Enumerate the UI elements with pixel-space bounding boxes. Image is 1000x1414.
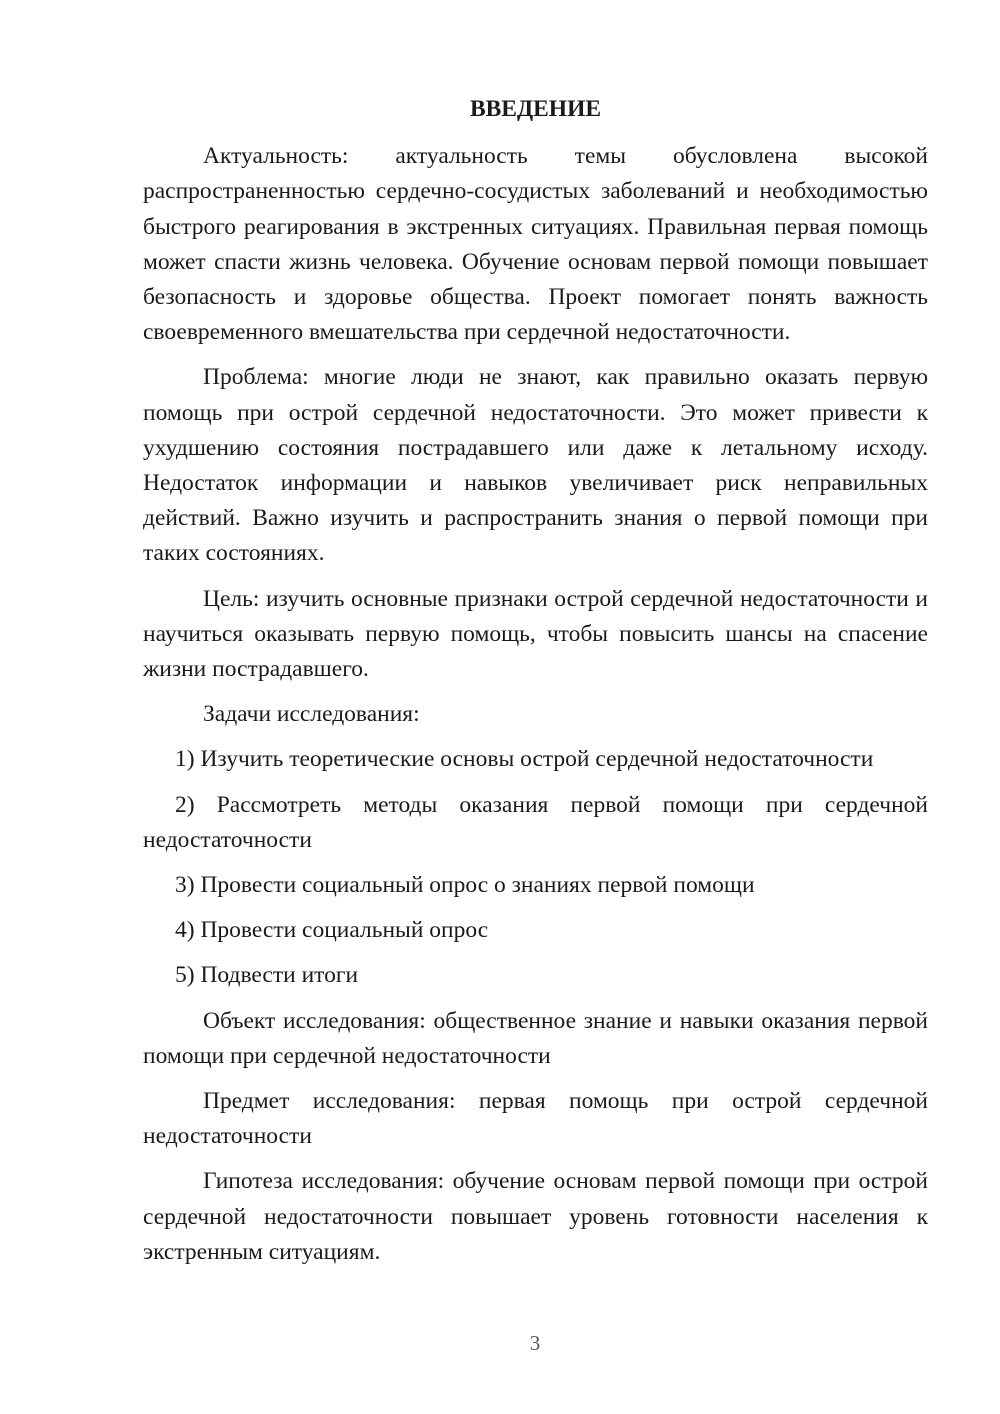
- paragraph-hypothesis: Гипотеза исследования: обучение основам первой помощи при острой сердечной недостаточности повышает уровень готовности населения к экстренным ситуациям.: [143, 1168, 928, 1265]
- paragraph-relevance: Актуальность: актуальность темы обусловлена высокой распространенностью сердечно-сосудистых заболеваний и необходимостью быстрого реагирования в экстренных ситуациях. Правильная первая помощь может спасти жизнь человека. Обучение основам первой помощи повышает безопасность и здоровье общества. Проект помогает понять важность своевременного вмешательства при сердечной недостаточности.: [143, 143, 928, 346]
- paragraph-problem: Проблема: многие люди не знают, как правильно оказать первую помощь при острой сердечной недостаточности. Это может привести к ухудшению состояния пострадавшего или даже к летальному исходу. Недостаток информации и навыков увеличивает риск неправильных действий. Важно изучить и распространить знания о первой помощи при таких состояниях.: [143, 364, 928, 567]
- task-item: 5) Подвести итоги: [175, 962, 359, 989]
- document-body: [143, 92, 928, 1280]
- paragraph-object: Объект исследования: общественное знание и навыки оказания первой помощи при сердечной недостаточности: [143, 1007, 928, 1069]
- task-item: 2) Рассмотреть методы оказания первой помощи при сердечной недостаточности: [143, 791, 928, 853]
- document-title: ВВЕДЕНИЕ: [469, 96, 602, 122]
- task-item: 1) Изучить теоретические основы острой сердечной недостаточности: [175, 746, 874, 773]
- paragraph-goal: Цель: изучить основные признаки острой сердечной недостаточности и научиться оказывать первую помощь, чтобы повысить шансы на спасение жизни пострадавшего.: [143, 585, 928, 683]
- task-item: 3) Провести социальный опрос о знаниях первой помощи: [175, 872, 755, 899]
- tasks-heading: Задачи исследования:: [203, 701, 420, 728]
- page-number: 3: [529, 1331, 541, 1355]
- task-item: 4) Провести социальный опрос: [175, 917, 489, 944]
- paragraph-subject: Предмет исследования: первая помощь при острой сердечной недостаточности: [143, 1088, 928, 1150]
